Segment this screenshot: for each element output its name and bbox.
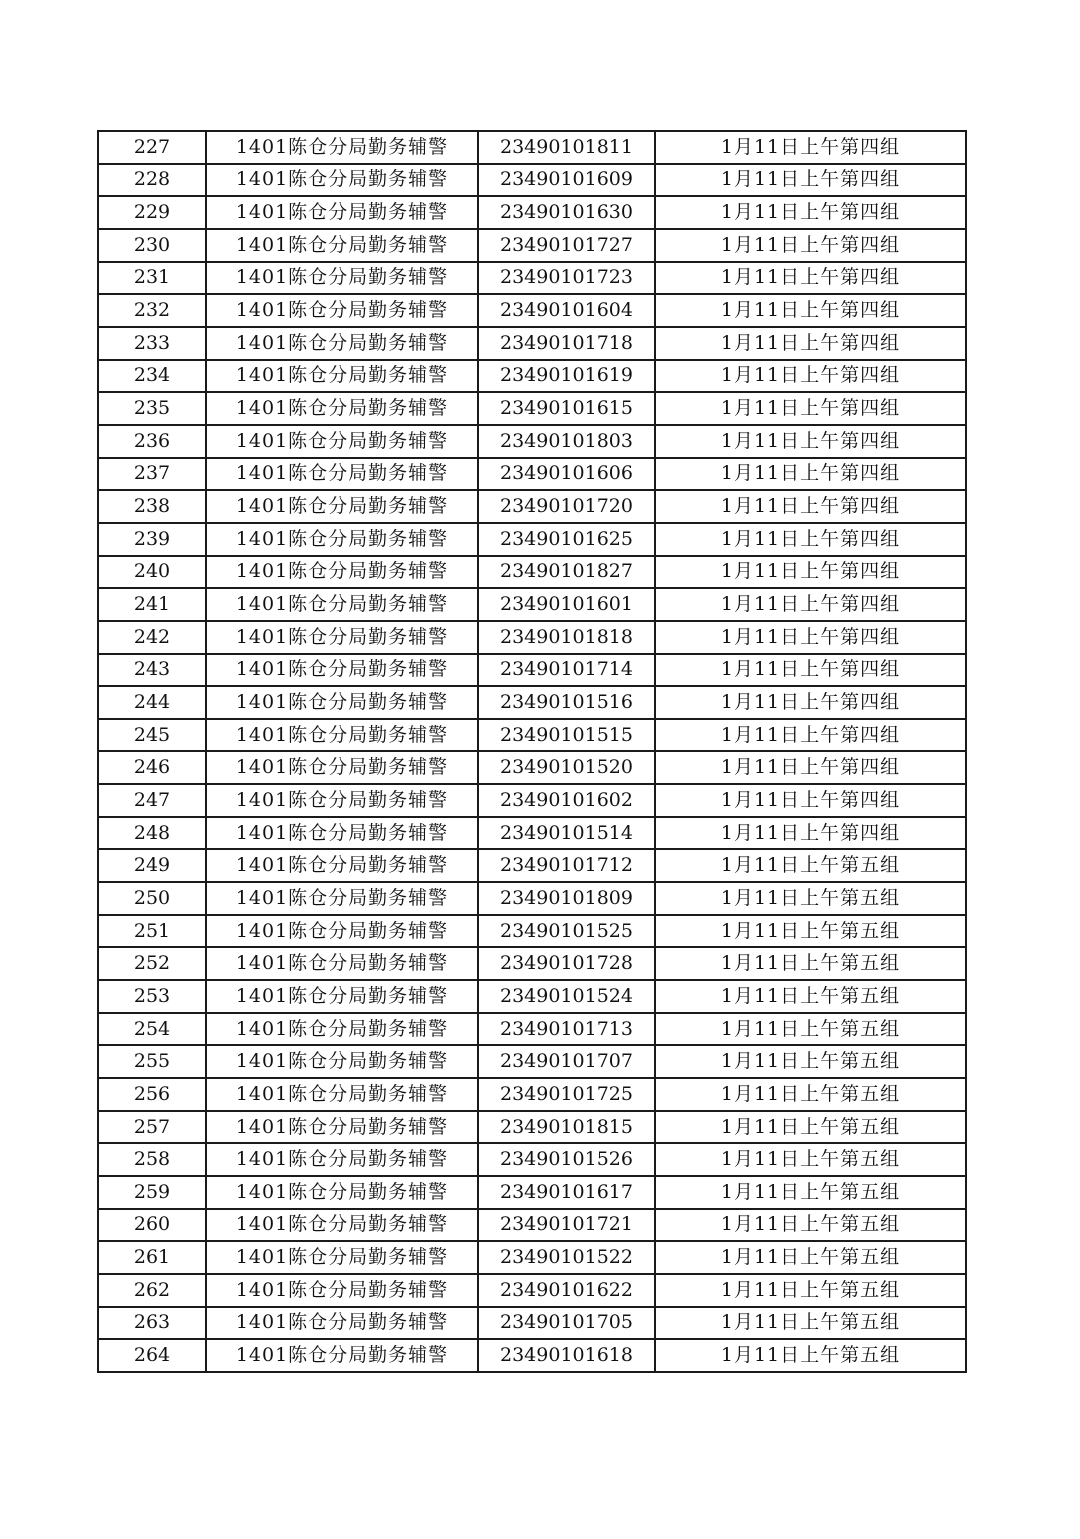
table-row (98, 817, 966, 850)
row-number-cell: 238 (98, 490, 206, 523)
exam-session-cell: 1月11日上午第四组 (655, 392, 966, 425)
exam-id-cell: 23490101522 (478, 1241, 655, 1274)
row-number-cell: 249 (98, 849, 206, 882)
department-cell: 1401陈仓分局勤务辅警 (206, 458, 478, 491)
table-row (98, 1176, 966, 1209)
department-cell: 1401陈仓分局勤务辅警 (206, 1241, 478, 1274)
exam-session-cell: 1月11日上午第四组 (655, 196, 966, 229)
exam-session-cell: 1月11日上午第五组 (655, 1013, 966, 1046)
department-cell: 1401陈仓分局勤务辅警 (206, 1274, 478, 1307)
table-row (98, 1013, 966, 1046)
row-number-cell: 251 (98, 915, 206, 948)
department-cell: 1401陈仓分局勤务辅警 (206, 1209, 478, 1242)
exam-id-cell: 23490101707 (478, 1045, 655, 1078)
row-number-cell: 241 (98, 588, 206, 621)
department-cell: 1401陈仓分局勤务辅警 (206, 1176, 478, 1209)
row-number-cell: 258 (98, 1143, 206, 1176)
table-row (98, 1339, 966, 1372)
row-number-cell: 244 (98, 686, 206, 719)
row-number-cell: 228 (98, 164, 206, 197)
department-cell: 1401陈仓分局勤务辅警 (206, 196, 478, 229)
exam-session-cell: 1月11日上午第五组 (655, 1143, 966, 1176)
exam-session-cell: 1月11日上午第五组 (655, 1045, 966, 1078)
exam-id-cell: 23490101815 (478, 1111, 655, 1144)
department-cell: 1401陈仓分局勤务辅警 (206, 294, 478, 327)
exam-id-cell: 23490101515 (478, 719, 655, 752)
exam-session-cell: 1月11日上午第四组 (655, 784, 966, 817)
exam-session-cell: 1月11日上午第四组 (655, 262, 966, 295)
department-cell: 1401陈仓分局勤务辅警 (206, 131, 478, 164)
table-row (98, 915, 966, 948)
row-number-cell: 232 (98, 294, 206, 327)
department-cell: 1401陈仓分局勤务辅警 (206, 262, 478, 295)
exam-session-cell: 1月11日上午第五组 (655, 1078, 966, 1111)
exam-id-cell: 23490101606 (478, 458, 655, 491)
table-row (98, 164, 966, 197)
exam-id-cell: 23490101713 (478, 1013, 655, 1046)
exam-id-cell: 23490101630 (478, 196, 655, 229)
exam-session-cell: 1月11日上午第四组 (655, 131, 966, 164)
exam-session-cell: 1月11日上午第五组 (655, 1111, 966, 1144)
department-cell: 1401陈仓分局勤务辅警 (206, 1111, 478, 1144)
row-number-cell: 250 (98, 882, 206, 915)
exam-id-cell: 23490101615 (478, 392, 655, 425)
exam-id-cell: 23490101525 (478, 915, 655, 948)
exam-session-cell: 1月11日上午第五组 (655, 1209, 966, 1242)
row-number-cell: 231 (98, 262, 206, 295)
exam-id-cell: 23490101514 (478, 817, 655, 850)
table-row (98, 1143, 966, 1176)
row-number-cell: 253 (98, 980, 206, 1013)
exam-id-cell: 23490101725 (478, 1078, 655, 1111)
exam-id-cell: 23490101827 (478, 556, 655, 589)
exam-id-cell: 23490101712 (478, 849, 655, 882)
table-row (98, 327, 966, 360)
department-cell: 1401陈仓分局勤务辅警 (206, 490, 478, 523)
exam-session-cell: 1月11日上午第四组 (655, 751, 966, 784)
department-cell: 1401陈仓分局勤务辅警 (206, 588, 478, 621)
row-number-cell: 239 (98, 523, 206, 556)
exam-id-cell: 23490101803 (478, 425, 655, 458)
table-row (98, 458, 966, 491)
exam-roster-body (98, 131, 966, 1372)
exam-id-cell: 23490101609 (478, 164, 655, 197)
row-number-cell: 248 (98, 817, 206, 850)
exam-roster-table (97, 130, 967, 1373)
department-cell: 1401陈仓分局勤务辅警 (206, 621, 478, 654)
table-row (98, 784, 966, 817)
row-number-cell: 242 (98, 621, 206, 654)
table-row (98, 719, 966, 752)
table-row (98, 360, 966, 393)
exam-id-cell: 23490101604 (478, 294, 655, 327)
table-row (98, 980, 966, 1013)
department-cell: 1401陈仓分局勤务辅警 (206, 882, 478, 915)
exam-session-cell: 1月11日上午第五组 (655, 882, 966, 915)
exam-id-cell: 23490101718 (478, 327, 655, 360)
table-row (98, 392, 966, 425)
row-number-cell: 263 (98, 1307, 206, 1340)
exam-id-cell: 23490101720 (478, 490, 655, 523)
exam-id-cell: 23490101728 (478, 947, 655, 980)
exam-id-cell: 23490101727 (478, 229, 655, 262)
exam-session-cell: 1月11日上午第五组 (655, 1241, 966, 1274)
exam-session-cell: 1月11日上午第五组 (655, 915, 966, 948)
department-cell: 1401陈仓分局勤务辅警 (206, 556, 478, 589)
table-row (98, 849, 966, 882)
department-cell: 1401陈仓分局勤务辅警 (206, 1013, 478, 1046)
department-cell: 1401陈仓分局勤务辅警 (206, 947, 478, 980)
exam-id-cell: 23490101818 (478, 621, 655, 654)
exam-session-cell: 1月11日上午第五组 (655, 947, 966, 980)
row-number-cell: 230 (98, 229, 206, 262)
row-number-cell: 262 (98, 1274, 206, 1307)
exam-session-cell: 1月11日上午第四组 (655, 229, 966, 262)
table-row (98, 1209, 966, 1242)
row-number-cell: 264 (98, 1339, 206, 1372)
table-row (98, 1111, 966, 1144)
exam-session-cell: 1月11日上午第四组 (655, 164, 966, 197)
exam-id-cell: 23490101516 (478, 686, 655, 719)
department-cell: 1401陈仓分局勤务辅警 (206, 360, 478, 393)
table-row (98, 621, 966, 654)
table-row (98, 425, 966, 458)
row-number-cell: 252 (98, 947, 206, 980)
exam-session-cell: 1月11日上午第四组 (655, 490, 966, 523)
row-number-cell: 255 (98, 1045, 206, 1078)
exam-session-cell: 1月11日上午第四组 (655, 523, 966, 556)
row-number-cell: 240 (98, 556, 206, 589)
row-number-cell: 236 (98, 425, 206, 458)
table-row (98, 1241, 966, 1274)
table-row (98, 1045, 966, 1078)
row-number-cell: 259 (98, 1176, 206, 1209)
exam-id-cell: 23490101619 (478, 360, 655, 393)
row-number-cell: 256 (98, 1078, 206, 1111)
exam-id-cell: 23490101811 (478, 131, 655, 164)
exam-id-cell: 23490101526 (478, 1143, 655, 1176)
department-cell: 1401陈仓分局勤务辅警 (206, 784, 478, 817)
row-number-cell: 261 (98, 1241, 206, 1274)
table-row (98, 262, 966, 295)
department-cell: 1401陈仓分局勤务辅警 (206, 719, 478, 752)
row-number-cell: 229 (98, 196, 206, 229)
table-row (98, 1307, 966, 1340)
exam-session-cell: 1月11日上午第五组 (655, 980, 966, 1013)
exam-session-cell: 1月11日上午第四组 (655, 621, 966, 654)
exam-id-cell: 23490101714 (478, 654, 655, 687)
department-cell: 1401陈仓分局勤务辅警 (206, 425, 478, 458)
exam-id-cell: 23490101618 (478, 1339, 655, 1372)
exam-session-cell: 1月11日上午第五组 (655, 1274, 966, 1307)
exam-id-cell: 23490101721 (478, 1209, 655, 1242)
department-cell: 1401陈仓分局勤务辅警 (206, 327, 478, 360)
exam-session-cell: 1月11日上午第四组 (655, 654, 966, 687)
row-number-cell: 237 (98, 458, 206, 491)
exam-session-cell: 1月11日上午第四组 (655, 327, 966, 360)
exam-session-cell: 1月11日上午第五组 (655, 1339, 966, 1372)
department-cell: 1401陈仓分局勤务辅警 (206, 654, 478, 687)
exam-id-cell: 23490101705 (478, 1307, 655, 1340)
exam-id-cell: 23490101617 (478, 1176, 655, 1209)
row-number-cell: 246 (98, 751, 206, 784)
exam-id-cell: 23490101622 (478, 1274, 655, 1307)
exam-id-cell: 23490101625 (478, 523, 655, 556)
department-cell: 1401陈仓分局勤务辅警 (206, 1078, 478, 1111)
exam-session-cell: 1月11日上午第四组 (655, 360, 966, 393)
department-cell: 1401陈仓分局勤务辅警 (206, 849, 478, 882)
department-cell: 1401陈仓分局勤务辅警 (206, 686, 478, 719)
table-row (98, 1274, 966, 1307)
exam-id-cell: 23490101524 (478, 980, 655, 1013)
row-number-cell: 235 (98, 392, 206, 425)
row-number-cell: 254 (98, 1013, 206, 1046)
exam-id-cell: 23490101602 (478, 784, 655, 817)
table-row (98, 588, 966, 621)
table-row (98, 882, 966, 915)
row-number-cell: 243 (98, 654, 206, 687)
department-cell: 1401陈仓分局勤务辅警 (206, 523, 478, 556)
exam-session-cell: 1月11日上午第四组 (655, 686, 966, 719)
row-number-cell: 233 (98, 327, 206, 360)
row-number-cell: 260 (98, 1209, 206, 1242)
department-cell: 1401陈仓分局勤务辅警 (206, 1045, 478, 1078)
department-cell: 1401陈仓分局勤务辅警 (206, 751, 478, 784)
department-cell: 1401陈仓分局勤务辅警 (206, 817, 478, 850)
exam-id-cell: 23490101809 (478, 882, 655, 915)
table-row (98, 294, 966, 327)
table-row (98, 131, 966, 164)
exam-session-cell: 1月11日上午第四组 (655, 556, 966, 589)
table-row (98, 947, 966, 980)
exam-session-cell: 1月11日上午第四组 (655, 425, 966, 458)
department-cell: 1401陈仓分局勤务辅警 (206, 164, 478, 197)
exam-session-cell: 1月11日上午第五组 (655, 1176, 966, 1209)
exam-session-cell: 1月11日上午第四组 (655, 719, 966, 752)
department-cell: 1401陈仓分局勤务辅警 (206, 1143, 478, 1176)
department-cell: 1401陈仓分局勤务辅警 (206, 980, 478, 1013)
row-number-cell: 234 (98, 360, 206, 393)
department-cell: 1401陈仓分局勤务辅警 (206, 915, 478, 948)
exam-session-cell: 1月11日上午第四组 (655, 588, 966, 621)
table-row (98, 1078, 966, 1111)
table-row (98, 654, 966, 687)
exam-id-cell: 23490101723 (478, 262, 655, 295)
row-number-cell: 247 (98, 784, 206, 817)
department-cell: 1401陈仓分局勤务辅警 (206, 1307, 478, 1340)
exam-id-cell: 23490101520 (478, 751, 655, 784)
table-row (98, 556, 966, 589)
exam-session-cell: 1月11日上午第五组 (655, 1307, 966, 1340)
exam-session-cell: 1月11日上午第四组 (655, 817, 966, 850)
exam-id-cell: 23490101601 (478, 588, 655, 621)
department-cell: 1401陈仓分局勤务辅警 (206, 1339, 478, 1372)
table-row (98, 686, 966, 719)
table-row (98, 229, 966, 262)
exam-session-cell: 1月11日上午第四组 (655, 458, 966, 491)
table-row (98, 196, 966, 229)
department-cell: 1401陈仓分局勤务辅警 (206, 392, 478, 425)
row-number-cell: 245 (98, 719, 206, 752)
row-number-cell: 257 (98, 1111, 206, 1144)
table-row (98, 751, 966, 784)
exam-session-cell: 1月11日上午第五组 (655, 849, 966, 882)
table-row (98, 523, 966, 556)
row-number-cell: 227 (98, 131, 206, 164)
department-cell: 1401陈仓分局勤务辅警 (206, 229, 478, 262)
table-row (98, 490, 966, 523)
exam-session-cell: 1月11日上午第四组 (655, 294, 966, 327)
